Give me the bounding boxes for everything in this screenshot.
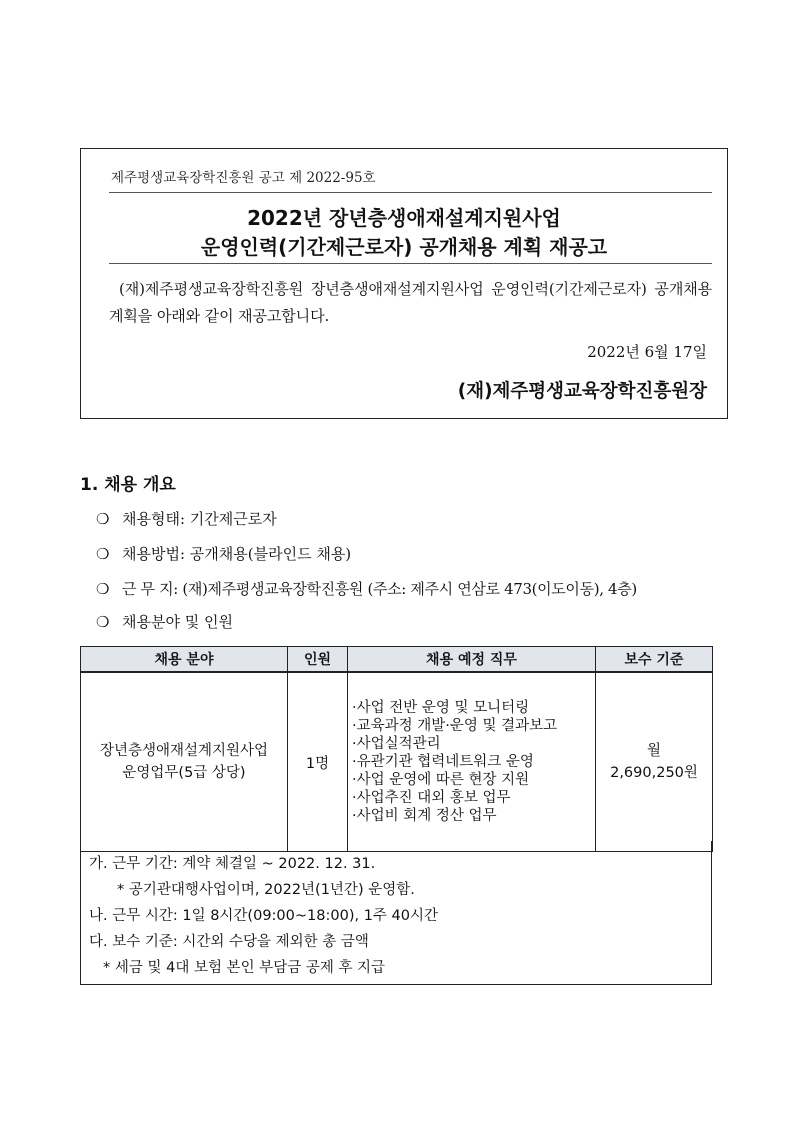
table-header-row <box>81 647 713 673</box>
bullet-text: 채용방법: 공개채용(블라인드 채용) <box>122 545 352 563</box>
note-pay-detail: * 세금 및 4대 보험 본인 부담금 공제 후 지급 <box>103 960 386 976</box>
duty-item: ·유관기관 협력네트워크 운영 <box>352 754 534 770</box>
bullet-circle-icon: ❍ <box>96 510 110 528</box>
bullet-circle-icon: ❍ <box>96 613 110 631</box>
header-count: 인원 <box>288 647 348 673</box>
bullet-employment-type <box>96 508 277 529</box>
notice-number: 제주평생교육장학진흥원 공고 제 2022-95호 <box>111 170 376 186</box>
field-line1: 장년층생애재설계지원사업 <box>99 743 269 759</box>
notice-date: 2022년 6월 17일 <box>587 343 707 361</box>
bullet-work-location <box>96 578 637 599</box>
section-heading: 1. 채용 개요 <box>80 475 176 495</box>
bullet-text: 채용분야 및 인원 <box>122 613 233 631</box>
header-pay: 보수 기준 <box>596 647 713 673</box>
cell-pay <box>596 672 713 852</box>
notice-title-line2: 운영인력(기간제근로자) 공개채용 계획 재공고 <box>200 235 608 259</box>
field-line2: 운영업무(5급 상당) <box>122 765 246 781</box>
bullet-circle-icon: ❍ <box>96 545 110 563</box>
header-duties: 채용 예정 직무 <box>348 647 596 673</box>
pay-line1: 월 <box>646 743 661 759</box>
bullet-text: 채용형태: 기간제근로자 <box>122 510 277 528</box>
bullet-recruit-field <box>96 611 233 632</box>
notice-box <box>80 148 728 419</box>
notice-issuer: (재)제주평생교육장학진흥원장 <box>457 381 707 402</box>
note-work-period: 가. 근무 기간: 계약 체결일 ~ 2022. 12. 31. <box>89 856 376 872</box>
note-work-hours: 나. 근무 시간: 1일 8시간(09:00~18:00), 1주 40시간 <box>89 908 438 924</box>
cell-field <box>81 672 288 852</box>
note-pay-basis: 다. 보수 기준: 시간외 수당을 제외한 총 금액 <box>89 934 369 950</box>
notice-number-divider <box>109 192 712 193</box>
pay-line2: 2,690,250원 <box>610 765 698 781</box>
header-field: 채용 분야 <box>81 647 288 673</box>
cell-duties <box>348 672 596 852</box>
duty-item: ·교육과정 개발·운영 및 결과보고 <box>352 718 558 734</box>
duty-item: ·사업 전반 운영 및 모니터링 <box>352 700 530 716</box>
bullet-circle-icon: ❍ <box>96 580 110 598</box>
cell-count: 1명 <box>288 672 348 852</box>
duty-item: ·사업비 회계 정산 업무 <box>352 808 497 824</box>
notice-title-divider <box>109 263 712 264</box>
notice-body: (재)제주평생교육장학진흥원 장년층생애재설계지원사업 운영인력(기간제근로자) 공개채용 계획을 아래와 같이 재공고합니다. <box>109 280 712 325</box>
duty-item: ·사업 운영에 따른 현장 지원 <box>352 772 530 788</box>
table-row <box>81 672 713 852</box>
duty-item: ·사업실적관리 <box>352 736 441 752</box>
note-work-period-detail: * 공기관대행사업이며, 2022년(1년간) 운영함. <box>117 882 415 898</box>
bullet-hiring-method <box>96 543 351 564</box>
recruit-table <box>80 646 713 852</box>
notes-box <box>80 841 712 985</box>
duty-item: ·사업추진 대외 홍보 업무 <box>352 790 511 806</box>
notice-title-line1: 2022년 장년층생애재설계지원사업 <box>247 206 561 230</box>
bullet-text: 근 무 지: (재)제주평생교육장학진흥원 (주소: 제주시 연삼로 473(이도이동), 4층) <box>122 580 637 598</box>
